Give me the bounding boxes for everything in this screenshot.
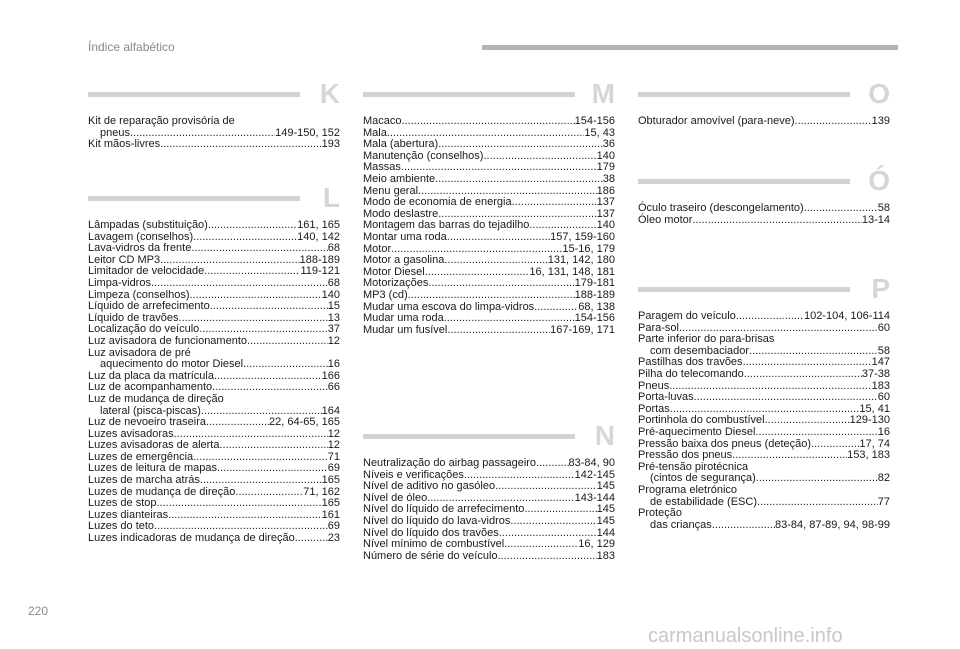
entry-pages: 60	[877, 391, 890, 404]
entry-label: Motorizações	[363, 277, 429, 290]
entry-pages: 188-189	[299, 253, 340, 266]
dot-leader	[510, 516, 596, 528]
dot-leader	[247, 336, 328, 348]
section-header	[88, 78, 340, 110]
dot-leader	[212, 382, 328, 394]
entry-pages: 179	[596, 161, 615, 174]
entry-pages: 137	[596, 196, 615, 209]
entry-label: Programa eletrónico	[638, 483, 738, 496]
entry-label: Luz de mudança de direção	[88, 392, 224, 405]
entry-label: Líquido de arrefecimento	[88, 300, 210, 313]
index-entry	[88, 336, 340, 348]
index-entry	[88, 278, 340, 290]
watermark-text: carmanualsonline.info	[648, 625, 843, 647]
section-l	[88, 182, 340, 545]
header-bar	[482, 45, 898, 50]
index-entry	[88, 139, 340, 151]
entry-label: Parte inferior do para-brisas	[638, 333, 775, 346]
entry-label: Macaco	[363, 115, 402, 127]
index-entry	[88, 533, 340, 545]
entry-label: Nível de óleo	[363, 491, 428, 504]
entry-label: Nível do líquido do lava-vidros	[363, 514, 511, 527]
entry-pages: 142-145	[574, 468, 615, 481]
dot-leader	[447, 325, 550, 337]
entry-label: Luzes indicadoras de mudança de direção	[88, 532, 295, 545]
entry-pages: 69	[327, 462, 340, 475]
entry-label: Obturador amovível (para-neve)	[638, 115, 795, 127]
entry-pages: 183	[871, 379, 890, 392]
entry-pages: 143-144	[574, 491, 615, 504]
index-entry	[363, 325, 615, 337]
entry-pages: 69	[327, 520, 340, 533]
entry-label: (cintos de segurança)	[650, 472, 756, 485]
index-entries	[88, 116, 340, 151]
entry-pages: 119-121	[300, 265, 340, 278]
entry-pages: 15-16, 179	[562, 242, 615, 255]
entry-label: Mudar um fusível	[363, 323, 448, 336]
section-letter: L	[322, 182, 340, 213]
entry-pages: 37-38	[861, 367, 890, 380]
dot-leader	[408, 290, 575, 302]
dot-leader	[504, 539, 578, 551]
section-o-acute	[638, 165, 890, 226]
index-entry	[638, 427, 890, 439]
dot-leader	[534, 302, 578, 314]
index-entry	[88, 116, 340, 128]
section-p	[638, 273, 890, 531]
entry-pages: 157, 159-160	[550, 230, 615, 243]
page-header-title: Índice alfabético	[88, 40, 175, 54]
dot-leader	[160, 139, 322, 151]
dot-leader	[755, 427, 877, 439]
entry-pages: 131, 142, 180	[547, 254, 615, 267]
entry-pages: 58	[877, 202, 890, 214]
index-entry	[638, 392, 890, 404]
section-divider	[638, 92, 850, 97]
entry-label: Pré-tensão pirotécnica	[638, 460, 749, 473]
entry-pages: 22, 64-65, 165	[269, 416, 340, 429]
entry-pages: 137	[596, 207, 615, 220]
entry-label: Limpeza (conselhos)	[88, 288, 190, 301]
section-k	[88, 78, 340, 151]
entry-label: Nível de aditivo no gasóleo	[363, 480, 496, 493]
section-header	[638, 78, 890, 110]
index-entry	[363, 116, 615, 128]
entry-label: Óculo traseiro (descongelamento)	[638, 202, 804, 214]
entry-pages: 165	[321, 474, 340, 487]
dot-leader	[425, 267, 530, 279]
dot-leader	[536, 458, 568, 470]
index-entry	[638, 369, 890, 381]
entry-label: Motor	[363, 242, 392, 255]
section-n	[363, 420, 615, 562]
entry-label: Mudar uma escova do limpa-vidros	[363, 300, 535, 313]
entry-pages: 17, 74	[859, 437, 890, 450]
dot-leader	[756, 473, 878, 485]
section-o	[638, 78, 890, 128]
index-entries	[363, 458, 615, 562]
index-entry	[363, 458, 615, 470]
entry-label: Luzes de emergência	[88, 450, 194, 463]
entry-label: Manutenção (conselhos)	[363, 149, 484, 162]
index-entry	[88, 220, 340, 232]
entry-label: Limitador de velocidade	[88, 265, 205, 278]
index-entries	[363, 116, 615, 336]
entry-label: Portas	[638, 402, 670, 415]
index-entry	[363, 539, 615, 551]
entry-pages: 16, 131, 148, 181	[529, 265, 615, 278]
entry-pages: 161	[321, 508, 340, 521]
dot-leader	[193, 232, 297, 244]
entry-pages: 77	[877, 495, 890, 508]
entry-pages: 145	[596, 503, 615, 516]
index-entry	[638, 485, 890, 497]
entry-label: Luz avisadora de pré	[88, 346, 191, 359]
dot-leader	[428, 278, 574, 290]
entry-pages: 129-130	[849, 414, 890, 427]
entry-label: lateral (pisca-piscas)	[100, 404, 201, 417]
section-letter: M	[591, 78, 615, 109]
section-header	[638, 273, 890, 305]
section-divider	[88, 196, 300, 201]
index-entry	[638, 450, 890, 462]
section-m	[363, 78, 615, 336]
index-entry	[88, 301, 340, 313]
entry-pages: 12	[327, 427, 340, 440]
entry-label: Porta-luvas	[638, 391, 694, 404]
entry-pages: 164	[321, 404, 340, 417]
entry-label: Mala	[363, 126, 387, 139]
entry-pages: 15	[327, 300, 340, 313]
entry-label: Modo de economia de energia	[363, 196, 512, 209]
entry-pages: 188-189	[574, 288, 615, 301]
dot-leader	[206, 417, 269, 429]
entry-pages: 13-14	[861, 213, 890, 226]
entry-label: MP3 (cd)	[363, 288, 408, 301]
entry-label: Luzes de leitura de mapas	[88, 462, 218, 475]
entry-label: Luzes de mudança de direção	[88, 485, 236, 498]
entry-pages: 68	[327, 276, 340, 289]
entry-label: Meio ambiente	[363, 172, 436, 185]
section-letter: K	[319, 78, 340, 109]
dot-leader	[512, 197, 597, 209]
entry-label: Luzes do teto	[88, 520, 155, 533]
entry-label: Para-sol	[638, 321, 679, 334]
entry-label: com desembaciador	[650, 344, 750, 357]
entry-pages: 183	[596, 549, 615, 562]
entry-label: Nível do líquido dos travões	[363, 526, 499, 539]
dot-leader	[157, 498, 322, 510]
dot-leader	[757, 497, 878, 509]
entry-label: Kit mãos-livres	[88, 138, 161, 151]
entry-pages: 36	[602, 138, 615, 151]
index-entry	[638, 215, 890, 227]
entry-pages: 16, 129	[578, 538, 615, 551]
dot-leader	[524, 504, 596, 516]
entry-label: Luz da placa da matrícula	[88, 369, 214, 382]
entry-label: das crianças	[650, 518, 712, 531]
dot-leader	[749, 346, 878, 358]
entry-pages: 144	[596, 526, 615, 539]
entry-label: Pneus	[638, 379, 670, 392]
dot-leader	[214, 371, 322, 383]
entry-pages: 165	[321, 497, 340, 510]
entry-label: Luzes de stop	[88, 497, 157, 510]
index-entry	[638, 520, 890, 532]
dot-leader	[483, 151, 596, 163]
entry-pages: 140	[321, 288, 340, 301]
index-entry	[363, 174, 615, 186]
section-header	[88, 182, 340, 214]
entry-label: Motor a gasolina	[363, 254, 445, 267]
entry-pages: 139	[871, 115, 890, 127]
entry-label: Menu geral	[363, 184, 419, 197]
dot-leader	[243, 359, 328, 371]
entry-label: Montar uma roda	[363, 230, 447, 243]
entry-pages: 66	[327, 381, 340, 394]
entry-label: Luzes de marcha atrás	[88, 474, 200, 487]
entry-pages: 140	[596, 149, 615, 162]
section-divider	[363, 92, 575, 97]
section-divider	[363, 434, 575, 439]
entry-pages: 38	[602, 172, 615, 185]
section-letter: P	[871, 273, 890, 304]
dot-leader	[732, 450, 847, 462]
entry-pages: 60	[877, 321, 890, 334]
entry-label: Paragem do veículo	[638, 310, 736, 322]
entry-label: Luzes avisadoras de alerta	[88, 439, 220, 452]
entry-label: Massas	[363, 161, 401, 174]
index-entry	[88, 394, 340, 406]
entry-label: Localização do veículo	[88, 323, 200, 336]
dot-leader	[736, 311, 804, 323]
entry-pages: 154-156	[574, 115, 615, 127]
entry-label: Kit de reparação provisória de	[88, 115, 235, 127]
section-letter: Ó	[868, 165, 890, 196]
dot-leader	[444, 255, 547, 267]
dot-leader	[743, 357, 872, 369]
index-entries	[638, 311, 890, 531]
section-letter: O	[868, 78, 890, 109]
entry-pages: 140	[596, 219, 615, 232]
entry-label: Níveis e verificações	[363, 468, 464, 481]
entry-label: Líquido de travões	[88, 311, 179, 324]
entry-label: Pressão dos pneus	[638, 449, 733, 462]
entry-pages: 147	[871, 356, 890, 369]
entry-pages: 15, 41	[859, 402, 890, 415]
entry-pages: 12	[327, 334, 340, 347]
entry-pages: 140, 142	[297, 230, 340, 243]
dot-leader	[219, 440, 327, 452]
entry-pages: 15, 43	[584, 126, 615, 139]
index-entry	[363, 516, 615, 528]
dot-leader	[204, 266, 300, 278]
entry-pages: 68	[327, 242, 340, 255]
section-header	[363, 420, 615, 452]
entry-label: Motor Diesel	[363, 265, 425, 278]
page-number: 220	[28, 604, 49, 618]
entry-pages: 82	[877, 472, 890, 485]
entry-label: pneus	[100, 126, 130, 139]
dot-leader	[669, 381, 871, 393]
entry-pages: 58	[877, 344, 890, 357]
entry-pages: 37	[327, 323, 340, 336]
entry-label: Modo deslastre	[363, 207, 439, 220]
entry-label: Mala (abertura)	[363, 138, 439, 151]
index-entries	[88, 220, 340, 545]
dot-leader	[435, 174, 603, 186]
entry-pages: 153, 183	[847, 449, 890, 462]
entry-pages: 154-156	[574, 312, 615, 325]
dot-leader	[402, 116, 575, 128]
index-entry	[363, 232, 615, 244]
dot-leader	[210, 301, 328, 313]
dot-leader	[692, 215, 861, 227]
dot-leader	[694, 392, 878, 404]
entry-pages: 149-150, 152	[275, 126, 340, 139]
entry-label: Luzes avisadoras	[88, 427, 174, 440]
dot-leader	[447, 232, 550, 244]
index-entry	[638, 508, 890, 520]
section-letter: N	[594, 420, 615, 451]
entry-label: Pastilhas dos travões	[638, 356, 743, 369]
index-entry	[638, 116, 890, 128]
section-divider	[638, 287, 850, 292]
entry-pages: 16	[327, 358, 340, 371]
index-entry	[363, 313, 615, 325]
index-entry	[363, 290, 615, 302]
entry-label: de estabilidade (ESC)	[650, 495, 758, 508]
dot-leader	[295, 533, 328, 545]
dot-leader	[208, 220, 297, 232]
entry-label: Proteção	[638, 507, 683, 520]
entry-pages: 71, 162	[303, 485, 340, 498]
entry-pages: 167-169, 171	[550, 323, 615, 336]
entry-label: Luz de acompanhamento	[88, 381, 213, 394]
entry-pages: 23	[327, 532, 340, 545]
index-entry	[638, 311, 890, 323]
entry-label: Nível do líquido de arrefecimento	[363, 503, 525, 516]
index-entry	[88, 359, 340, 371]
dot-leader	[744, 369, 862, 381]
entry-pages: 13	[327, 311, 340, 324]
section-divider	[88, 92, 300, 97]
entry-label: Luz avisadora de funcionamento	[88, 334, 247, 347]
dot-leader	[712, 520, 775, 532]
dot-leader	[151, 278, 328, 290]
entry-pages: 145	[596, 514, 615, 527]
entry-pages: 12	[327, 439, 340, 452]
entry-label: Leitor CD MP3	[88, 253, 161, 266]
dot-leader	[444, 313, 575, 325]
dot-leader	[168, 510, 322, 522]
index-entry	[363, 551, 615, 563]
index-entry	[638, 203, 890, 215]
dot-leader	[804, 203, 878, 215]
dot-leader	[217, 463, 328, 475]
entry-pages: 179-181	[574, 277, 615, 290]
entry-label: Portinhola do combustível	[638, 414, 765, 427]
section-divider	[638, 179, 850, 184]
dot-leader	[795, 116, 872, 128]
index-entry	[88, 417, 340, 429]
entry-pages: 166	[321, 369, 340, 382]
entry-label: Luz de nevoeiro traseira	[88, 416, 207, 429]
entry-pages: 161, 165	[297, 219, 340, 231]
entry-label: Pré-aquecimento Diesel	[638, 425, 756, 438]
section-header	[638, 165, 890, 197]
entry-label: Nível mínimo de combustível	[363, 538, 505, 551]
entry-label: Pilha do telecomando	[638, 367, 744, 380]
entry-label: Limpa-vidros	[88, 276, 151, 289]
index-entries	[638, 116, 890, 128]
entry-pages: 16	[877, 425, 890, 438]
entry-pages: 102-104, 106-114	[803, 310, 890, 322]
entry-pages: 68, 138	[578, 300, 615, 313]
entry-pages: 83-84, 90	[568, 457, 615, 469]
entry-pages: 186	[596, 184, 615, 197]
entry-label: Mudar uma roda	[363, 312, 444, 325]
section-header	[363, 78, 615, 110]
entry-label: Pressão baixa dos pneus (deteção)	[638, 437, 812, 450]
entry-label: Montagem das barras do tejadilho	[363, 219, 530, 232]
entry-pages: 83-84, 87-89, 94, 98-99	[775, 518, 890, 531]
entry-label: Neutralização do airbag passageiro	[363, 457, 537, 469]
entry-pages: 71	[327, 450, 340, 463]
entry-label: Luzes dianteiras	[88, 508, 169, 521]
entry-label: Lava-vidros da frente	[88, 242, 192, 255]
entry-label: Lâmpadas (substituição)	[88, 219, 208, 231]
entry-pages: 193	[321, 138, 340, 151]
index-entry	[363, 197, 615, 209]
entry-label: Número de série do veículo	[363, 549, 498, 562]
dot-leader	[498, 551, 597, 563]
dot-leader	[179, 313, 328, 325]
dot-leader	[765, 415, 850, 427]
entry-label: Óleo motor	[638, 213, 693, 226]
dot-leader	[235, 487, 303, 499]
entry-label: aquecimento do motor Diesel	[100, 358, 244, 371]
index-entry	[88, 475, 340, 487]
entry-label: Lavagem (conselhos)	[88, 230, 194, 243]
index-entries	[638, 203, 890, 226]
index-entry	[363, 255, 615, 267]
entry-pages: 145	[596, 480, 615, 493]
dot-leader	[200, 475, 322, 487]
